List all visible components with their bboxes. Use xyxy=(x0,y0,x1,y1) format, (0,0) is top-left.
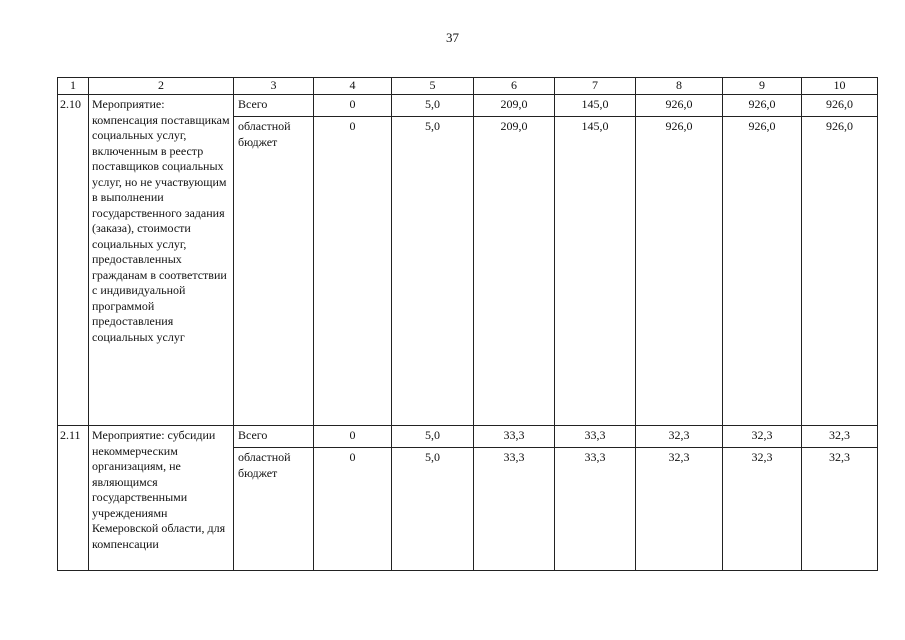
row-name: Мероприятие: компенсация поставщикам социальных услуг, включенным в реестр поставщиков социальных услуг, но не участвующим в выполнении государственного задания (заказа), стоимости социальных услуг, предоставленных гражданам в соответствии с индивидуальной программой предоставления социальных услуг xyxy=(89,95,234,426)
value-cell: 5,0 xyxy=(392,95,474,117)
row-name: Мероприятие: субсидии некоммерческим организациям, не являющимся государственными учреждениямн Кемеровской области, для компенсации xyxy=(89,426,234,571)
funding-source: областной бюджет xyxy=(234,117,314,426)
value-cell: 145,0 xyxy=(555,95,636,117)
header-cell: 4 xyxy=(314,78,392,95)
header-cell: 6 xyxy=(474,78,555,95)
value-cell: 33,3 xyxy=(555,426,636,448)
value-cell: 926,0 xyxy=(636,95,723,117)
value-cell: 32,3 xyxy=(723,448,802,571)
value-cell: 32,3 xyxy=(723,426,802,448)
header-cell: 10 xyxy=(802,78,878,95)
header-cell: 1 xyxy=(58,78,89,95)
value-cell: 32,3 xyxy=(802,448,878,571)
value-cell: 0 xyxy=(314,95,392,117)
row-code: 2.11 xyxy=(58,426,89,571)
value-cell: 209,0 xyxy=(474,95,555,117)
value-cell: 209,0 xyxy=(474,117,555,426)
table-row xyxy=(58,426,878,448)
budget-table xyxy=(57,77,878,571)
header-cell: 5 xyxy=(392,78,474,95)
value-cell: 926,0 xyxy=(636,117,723,426)
value-cell: 5,0 xyxy=(392,448,474,571)
value-cell: 5,0 xyxy=(392,426,474,448)
value-cell: 5,0 xyxy=(392,117,474,426)
value-cell: 32,3 xyxy=(802,426,878,448)
value-cell: 0 xyxy=(314,448,392,571)
value-cell: 32,3 xyxy=(636,426,723,448)
value-cell: 32,3 xyxy=(636,448,723,571)
value-cell: 926,0 xyxy=(723,117,802,426)
header-cell: 9 xyxy=(723,78,802,95)
header-row xyxy=(58,78,878,95)
value-cell: 926,0 xyxy=(802,117,878,426)
value-cell: 926,0 xyxy=(723,95,802,117)
page-number: 37 xyxy=(446,30,459,45)
value-cell: 145,0 xyxy=(555,117,636,426)
header-cell: 8 xyxy=(636,78,723,95)
table-row xyxy=(58,95,878,117)
value-cell: 33,3 xyxy=(555,448,636,571)
value-cell: 0 xyxy=(314,117,392,426)
header-cell: 3 xyxy=(234,78,314,95)
row-code: 2.10 xyxy=(58,95,89,426)
funding-source: Всего xyxy=(234,95,314,117)
funding-source: областной бюджет xyxy=(234,448,314,571)
header-cell: 7 xyxy=(555,78,636,95)
value-cell: 33,3 xyxy=(474,448,555,571)
funding-source: Всего xyxy=(234,426,314,448)
value-cell: 33,3 xyxy=(474,426,555,448)
value-cell: 926,0 xyxy=(802,95,878,117)
value-cell: 0 xyxy=(314,426,392,448)
header-cell: 2 xyxy=(89,78,234,95)
